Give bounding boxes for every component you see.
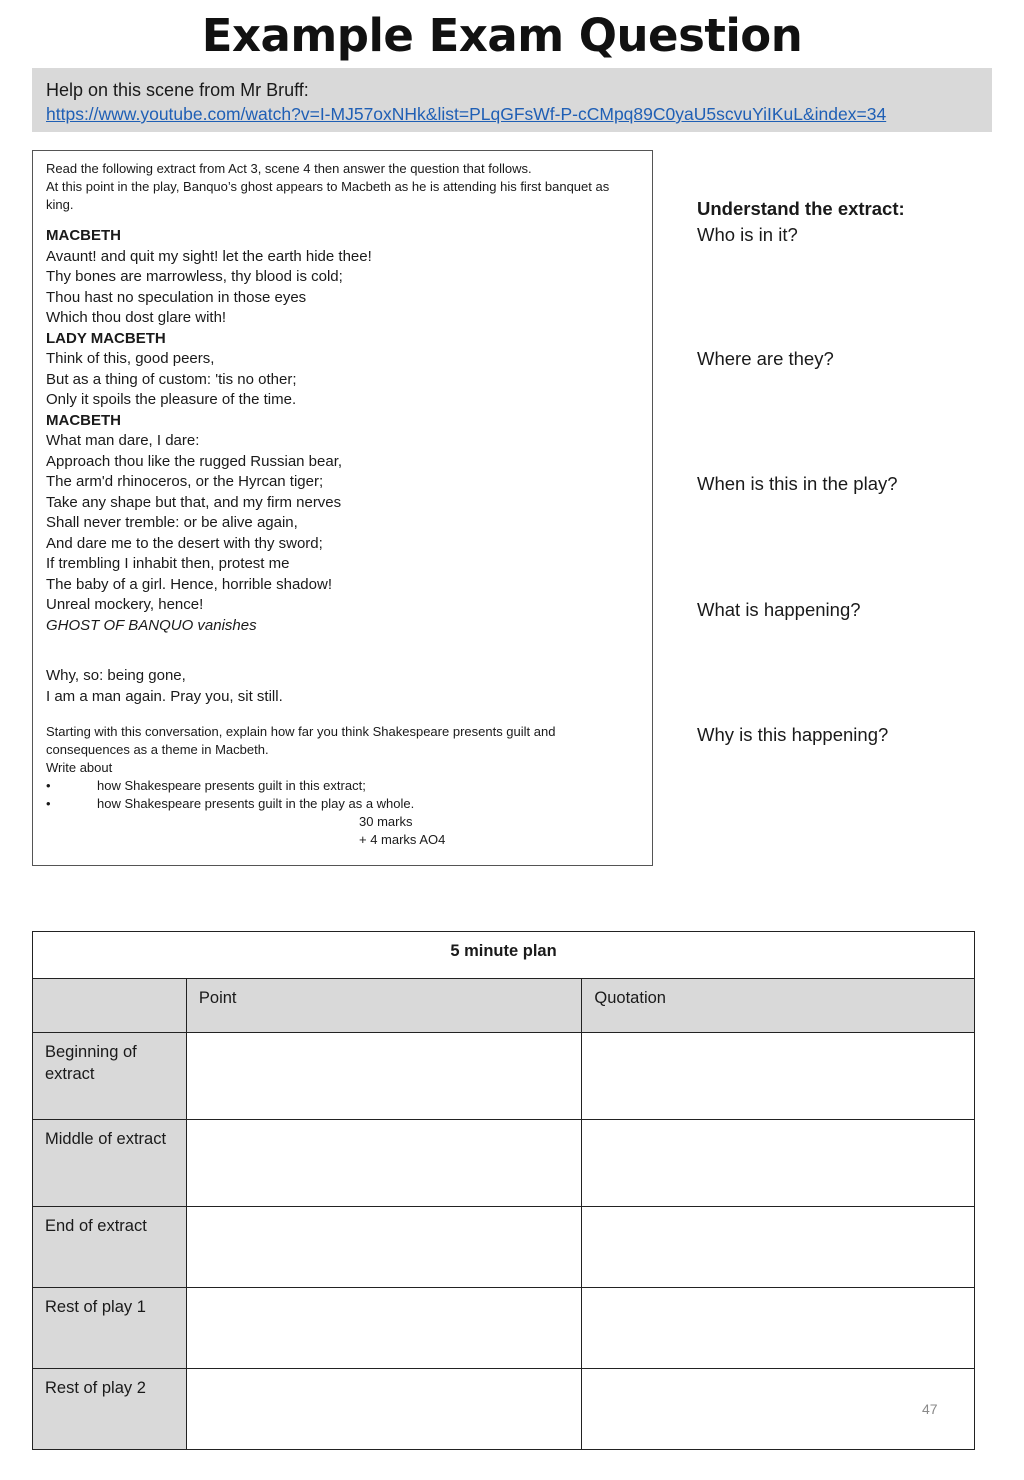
write-about: Write about (46, 760, 113, 775)
point-cell[interactable] (186, 1120, 582, 1207)
understand-heading: Understand the extract: (697, 198, 905, 219)
speech-line: And dare me to the desert with thy sword; (46, 534, 323, 552)
speech-line: But as a thing of custom: 'tis no other; (46, 370, 297, 388)
speaker-lady-macbeth: LADY MACBETH (46, 329, 166, 347)
marks-total: 30 marks (359, 814, 413, 829)
quotation-cell[interactable] (582, 1369, 975, 1450)
speech-line: Think of this, good peers, (46, 350, 215, 367)
question-what: What is happening? (697, 599, 861, 620)
bullet-dot: • (46, 778, 51, 793)
quotation-cell[interactable] (582, 1288, 975, 1369)
speech-line: Approach thou like the rugged Russian bear, (46, 452, 343, 470)
speech-line: Which thou dost glare with! (46, 309, 227, 326)
speech-line: Unreal mockery, hence! (46, 596, 204, 613)
plan-table (32, 931, 975, 1450)
extract-intro: Read the following extract from Act 3, scene 4 then answer the question that follows. (46, 161, 532, 176)
row-label: Rest of play 2 (33, 1369, 187, 1450)
table-row (33, 1120, 975, 1207)
plan-title: 5 minute plan (33, 932, 975, 979)
plan-corner-cell (33, 979, 187, 1033)
point-cell[interactable] (186, 1369, 582, 1450)
speech-line: The baby of a girl. Hence, horrible shadow! (46, 575, 332, 593)
column-header-quotation: Quotation (582, 979, 975, 1033)
speech-line: Thou hast no speculation in those eyes (46, 288, 307, 306)
point-cell[interactable] (186, 1033, 582, 1120)
help-box (32, 68, 992, 132)
question-where: Where are they? (697, 348, 834, 369)
point-cell[interactable] (186, 1207, 582, 1288)
table-row (33, 1207, 975, 1288)
understand-heading-block (697, 196, 905, 248)
point-cell[interactable] (186, 1288, 582, 1369)
speech-line: Shall never tremble: or be alive again, (46, 514, 298, 531)
bullet-item (46, 795, 639, 813)
speaker-macbeth: MACBETH (46, 411, 121, 429)
speech-line: Only it spoils the pleasure of the time. (46, 391, 297, 408)
exam-question: Starting with this conversation, explain how far you think Shakespeare presents guilt and consequences as a theme in Macbeth. (46, 724, 556, 757)
help-label: Help on this scene from Mr Bruff: (46, 80, 309, 100)
bullet-dot: • (46, 796, 51, 811)
quotation-cell[interactable] (582, 1120, 975, 1207)
table-row (33, 1369, 975, 1450)
column-header-point: Point (186, 979, 582, 1033)
extract-box (32, 150, 653, 866)
question-why: Why is this happening? (697, 724, 889, 745)
speech-line: Take any shape but that, and my firm nerves (46, 493, 342, 511)
question-when: When is this in the play? (697, 473, 898, 494)
stage-direction: GHOST OF BANQUO vanishes (46, 616, 257, 634)
youtube-link[interactable]: https://www.youtube.com/watch?v=I-MJ57oxNHk&list=PLqGFsWf-P-cCMpq89C0yaU5scvuYiIKuL&index=34 (46, 104, 887, 124)
speech-line: Avaunt! and quit my sight! let the earth hide thee! (46, 247, 372, 265)
row-label: Rest of play 1 (33, 1288, 187, 1369)
speaker-macbeth: MACBETH (46, 227, 121, 244)
bullet-text: how Shakespeare presents guilt in the play as a whole. (97, 796, 415, 811)
page-number: 47 (922, 1401, 938, 1417)
row-label: End of extract (33, 1207, 187, 1288)
table-row (33, 1033, 975, 1120)
speech-line: If trembling I inhabit then, protest me (46, 555, 290, 572)
quotation-cell[interactable] (582, 1207, 975, 1288)
bullet-text: how Shakespeare presents guilt in this extract; (97, 778, 366, 793)
row-label: Beginning of extract (33, 1033, 187, 1120)
row-label: Middle of extract (33, 1120, 187, 1207)
speech-line: I am a man again. Pray you, sit still. (46, 687, 283, 705)
quotation-cell[interactable] (582, 1033, 975, 1120)
speech-line: The arm'd rhinoceros, or the Hyrcan tiger; (46, 473, 324, 490)
extract-context: At this point in the play, Banquo’s ghost appears to Macbeth as he is attending his first banquet as king. (46, 179, 610, 212)
table-row (33, 1288, 975, 1369)
question-who: Who is in it? (697, 224, 798, 245)
speech-line: Thy bones are marrowless, thy blood is cold; (46, 268, 343, 285)
bullet-item (46, 777, 639, 795)
speech-line: Why, so: being gone, (46, 667, 186, 684)
speech-line: What man dare, I dare: (46, 432, 200, 449)
page-title: Example Exam Question (201, 9, 803, 62)
marks-ao4: + 4 marks AO4 (359, 832, 446, 847)
